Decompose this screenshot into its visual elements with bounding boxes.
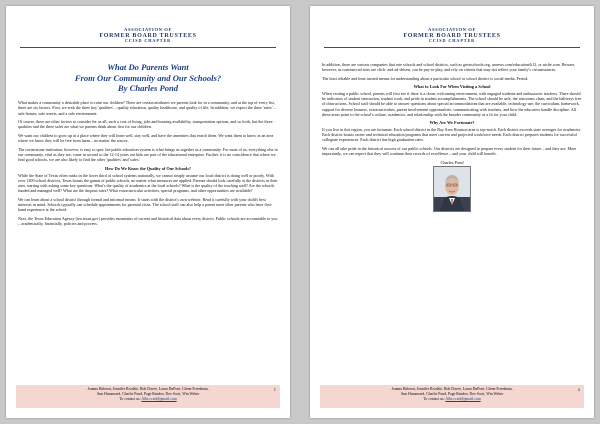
masthead-line1: ASSOCIATION OF [428, 27, 476, 32]
paragraph: We can learn about a school district through formal and informal means. It starts with the district's own website. Read it carefully with your child's best interests in mind. Schools typically can schedule appointments for parental visits. The school staff can also help a parent meet other parents who have first-hand experience at the school. [18, 196, 273, 213]
section-heading: What to Look For When Visiting a School [413, 84, 491, 90]
paragraph: The least reliable and least trusted means for understanding about a particular school or school district is social media. Period. [322, 75, 529, 81]
paragraph: While the State of Texas often ranks in the lower third of school systems nationally, we cannot simply assume our local district is doing well or poorly. With over 1200 school districts, Texas boasts the gamut of public schools, no matter what measures are applied. Parents should look carefully at the districts in their area, starting with asking some key questions: What's the quality of academics at the local schools? What is the quality of the teaching staff? Are the schools funded and managed well? What are the dropout rates? What extracurricular activities, special programs, and other opportunities are available? [18, 172, 278, 194]
page-2-footer [320, 385, 584, 408]
footer-names-line2: Ann Hammond, Charlie Pond, Page Randee, Dee Scott, Win Weber [400, 391, 504, 396]
footer-names-line1: Joanna Baleron, Jennifer Brodzle, Bob Davee, Laura DuPont, Glenn Freedman, [87, 387, 209, 391]
page-number: 1 [273, 387, 276, 392]
footer-contact [16, 397, 280, 402]
article-title [24, 62, 272, 94]
page-2 [310, 6, 594, 418]
section-heading: Why Are We Fortunate? [429, 120, 475, 126]
masthead-line1: ASSOCIATION OF [124, 27, 172, 32]
footer-names-line2: Ann Hammond, Charlie Pond, Page Randee, Dee Scott, Win Weber [96, 391, 200, 396]
masthead [310, 28, 594, 44]
paragraph: Next, the Texas Education Agency (tea.texas.gov) provides mountains of current and historical data about every district. Public schools are accountable to you – academically, financially, policies and process. [18, 215, 278, 227]
masthead-line3: CCISD CHAPTER [428, 38, 476, 44]
title-line2: From Our Community and Our Schools? [74, 72, 222, 83]
page-1-footer [16, 385, 280, 408]
masthead-line2: FORMER BOARD TRUSTEES [403, 32, 501, 39]
contact-email-link[interactable]: Afbt.ccisd@gmail.com [445, 396, 481, 401]
footer-names-line1: Joanna Baleron, Jennifer Brodzle, Bob Davee, Laura DuPont, Glenn Freedman, [391, 387, 513, 391]
author-photo [433, 166, 471, 212]
paragraph: What makes a community a desirable place to raise our children? There are certain attributes we parents look for in a community, and at the top of every list, there are six factors. First, we seek the three key 'qualities' – quality education, quality healthcare, and quality of life. In addition, we expect the three 'safes' – safe homes, safe streets, and a safe environment. [18, 100, 276, 116]
photo-caption: Charles Pond [440, 159, 464, 165]
title-byline: By Charles Pond [117, 83, 179, 94]
contact-label: To contact us: [423, 396, 445, 401]
title-line1: What Do Parents Want [107, 61, 189, 72]
masthead-line2: FORMER BOARD TRUSTEES [99, 32, 197, 39]
page-number: 2 [577, 387, 580, 392]
masthead [6, 28, 290, 44]
paragraph: When visiting a public school, parents will first see if there is a clean, welcoming environment, with engaged students and enthusiastic teachers. There should be indicators of student interaction, student work, and pride in student accomplishments. The school should be safe, the restrooms clean, and the hallways free of obstructions. School staff should be able to answer questions about special accommodations that are available, technology use, the curriculum, homework, support for diverse learners, extracurriculars, parent involvement opportunities, communicating with teachers, and how the educators handle discipline. All these areas point to the school's culture, academics, and relationship with the broader community as a fit for your child. [322, 90, 582, 117]
paragraph: We can all take pride in the historical success of our public schools. Our districts are designed to prepare every student for their future – and they are. More importantly, we can expect that they will continue their records of excellence – and your child will benefit. [322, 146, 577, 157]
masthead-rule [20, 47, 276, 48]
page-1-body [6, 100, 290, 226]
paragraph: If you live in this region, you are fortunate. Each school district in the Bay Area Houston area is top-notch. Each district exceeds state averages for academics. Each district boasts career and technical education programs that meet current and projected workforce needs. Each district prepares students for successful collegiate experiences. Each district has high graduation rates. [322, 126, 582, 143]
paragraph: We want our children to grow up in a place where they will learn well, stay well, and have the amenities that enrich them. We want them to know as an area where we know they will be free from harm – no matter the source. [18, 133, 274, 144]
page-1 [6, 6, 290, 418]
paragraph: Of course, there are other factors to consider for us all, such a cost of living, jobs and housing availability, transportation options, and so forth, but the three qualities and the three safes are what we parents think about first for our children. [18, 119, 273, 130]
contact-email-link[interactable]: Afbt.ccisd@gmail.com [141, 396, 177, 401]
contact-label: To contact us: [119, 396, 141, 401]
footer-contact [320, 397, 584, 402]
section-heading: How Do We Know the Quality of Our Schools? [104, 166, 192, 172]
paragraph: The cornerstone institution, however, is easy to spot: the public education system is what brings us together as a community. For most of us, everything else in our community, vital as they are, come in second to the 12-14 years our kids are part of the educational enterprise. Further, it is no coincidence that where we find good schools, we are also likely to find the other 'qualities' and 'safes.' [18, 146, 278, 163]
page-2-body [310, 48, 594, 214]
paragraph: In addition, there are various companies that rate schools and school districts, such as greatschools.org, usnews.com/education/k12, or niche.com. Beware, however, as commercial sites are click- and ad-driven, can be pay-to-play, and rely on criteria that may not reflect your family's circumstances. [322, 61, 576, 73]
author-photo-block [322, 160, 582, 214]
masthead-line3: CCISD CHAPTER [124, 38, 172, 44]
